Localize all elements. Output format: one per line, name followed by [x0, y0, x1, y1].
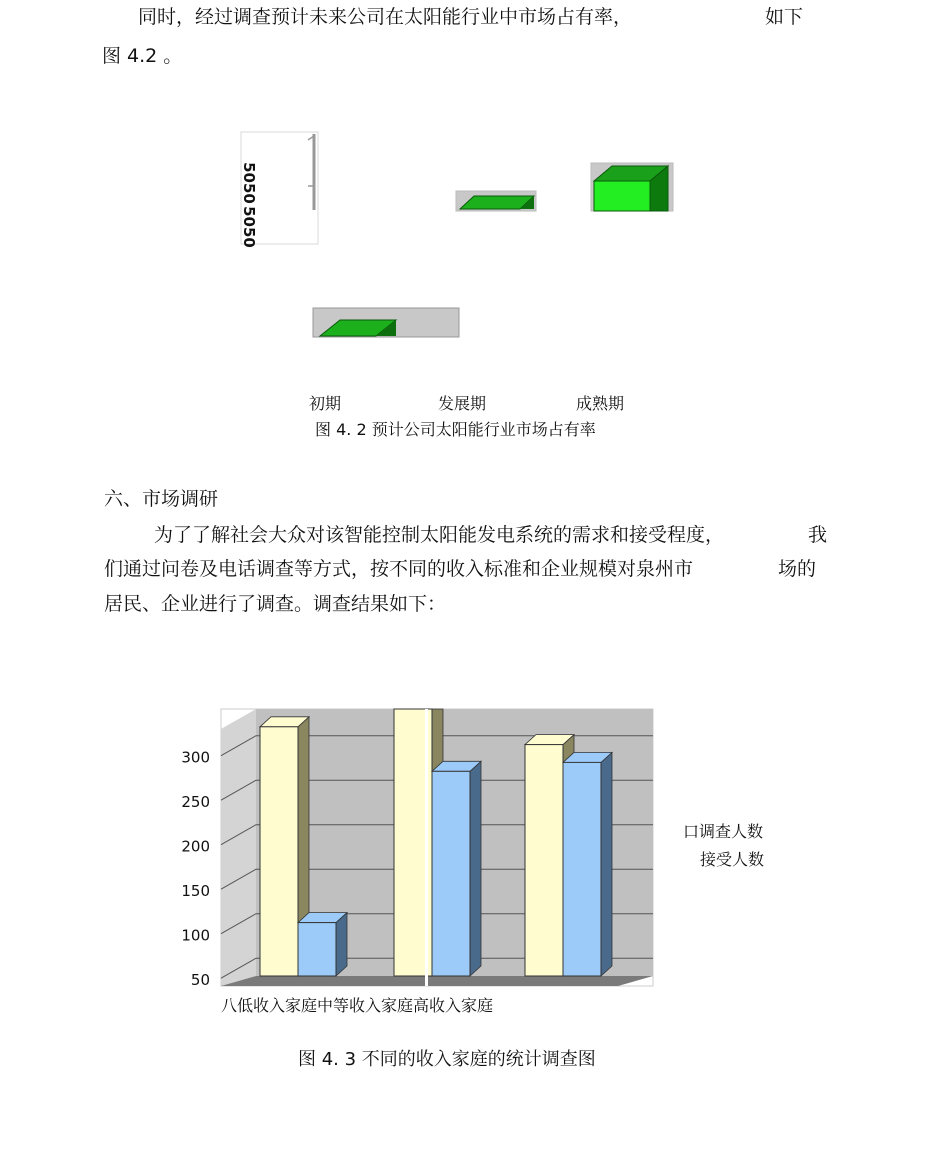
- fig43-legend-accept: 接受人数: [700, 850, 765, 869]
- fig43-floor: [221, 976, 653, 986]
- fig43-side-wall: [221, 709, 256, 986]
- fig43-bar: [563, 762, 601, 976]
- fig42-category-1: 发展期: [438, 394, 487, 413]
- fig43-ytick-label: 200: [181, 837, 210, 856]
- intro-line-1-tail: 如下: [765, 6, 804, 28]
- section6-p1b: 我: [808, 524, 828, 546]
- section6-p2b: 场的: [778, 558, 817, 580]
- fig43-ytick-label: 250: [181, 793, 210, 812]
- fig43-caption: 图 4. 3 不同的收入家庭的统计调查图: [298, 1049, 596, 1070]
- fig43-ytick-label: 50: [190, 971, 210, 990]
- fig42-category-2: 成熟期: [576, 394, 625, 413]
- fig43-bar: [260, 727, 298, 976]
- fig43-ytick-label: 100: [181, 926, 210, 945]
- section6-p2a: 们通过问卷及电话调查等方式，按不同的收入标准和企业规模对泉州市: [104, 558, 694, 580]
- fig43-bar-side: [470, 761, 481, 976]
- fig42-vertical-label-1: 5050: [239, 162, 258, 204]
- fig43-category-text: 八低收入家庭中等收入家庭高收入家庭: [221, 996, 494, 1015]
- fig42-vertical-label-2: 5050: [239, 206, 258, 248]
- fig43-legend-survey: 口调查人数: [683, 822, 764, 841]
- fig43-bar: [432, 771, 470, 976]
- fig42-caption: 图 4. 2 预计公司太阳能行业市场占有率: [315, 420, 596, 439]
- fig43-bar-side: [601, 752, 612, 976]
- fig42-category-0: 初期: [309, 394, 342, 413]
- intro-line-2: 图 4.2 。: [102, 45, 183, 67]
- fig43-ytick-label: 150: [181, 882, 210, 901]
- section6-p1a: 为了了解社会大众对该智能控制太阳能发电系统的需求和接受程度，: [154, 524, 725, 546]
- intro-line-1: 同时，经过调查预计未来公司在太阳能行业中市场占有率，: [138, 6, 633, 28]
- section6-heading: 六、市场调研: [104, 488, 219, 510]
- fig43-seam: [425, 709, 428, 986]
- fig43-bar-side: [336, 913, 347, 976]
- section6-p3: 居民、企业进行了调查。调查结果如下：: [104, 593, 447, 615]
- fig43-ytick-label: 300: [181, 748, 210, 767]
- fig43-bar: [298, 923, 336, 976]
- fig43-bar: [525, 745, 563, 976]
